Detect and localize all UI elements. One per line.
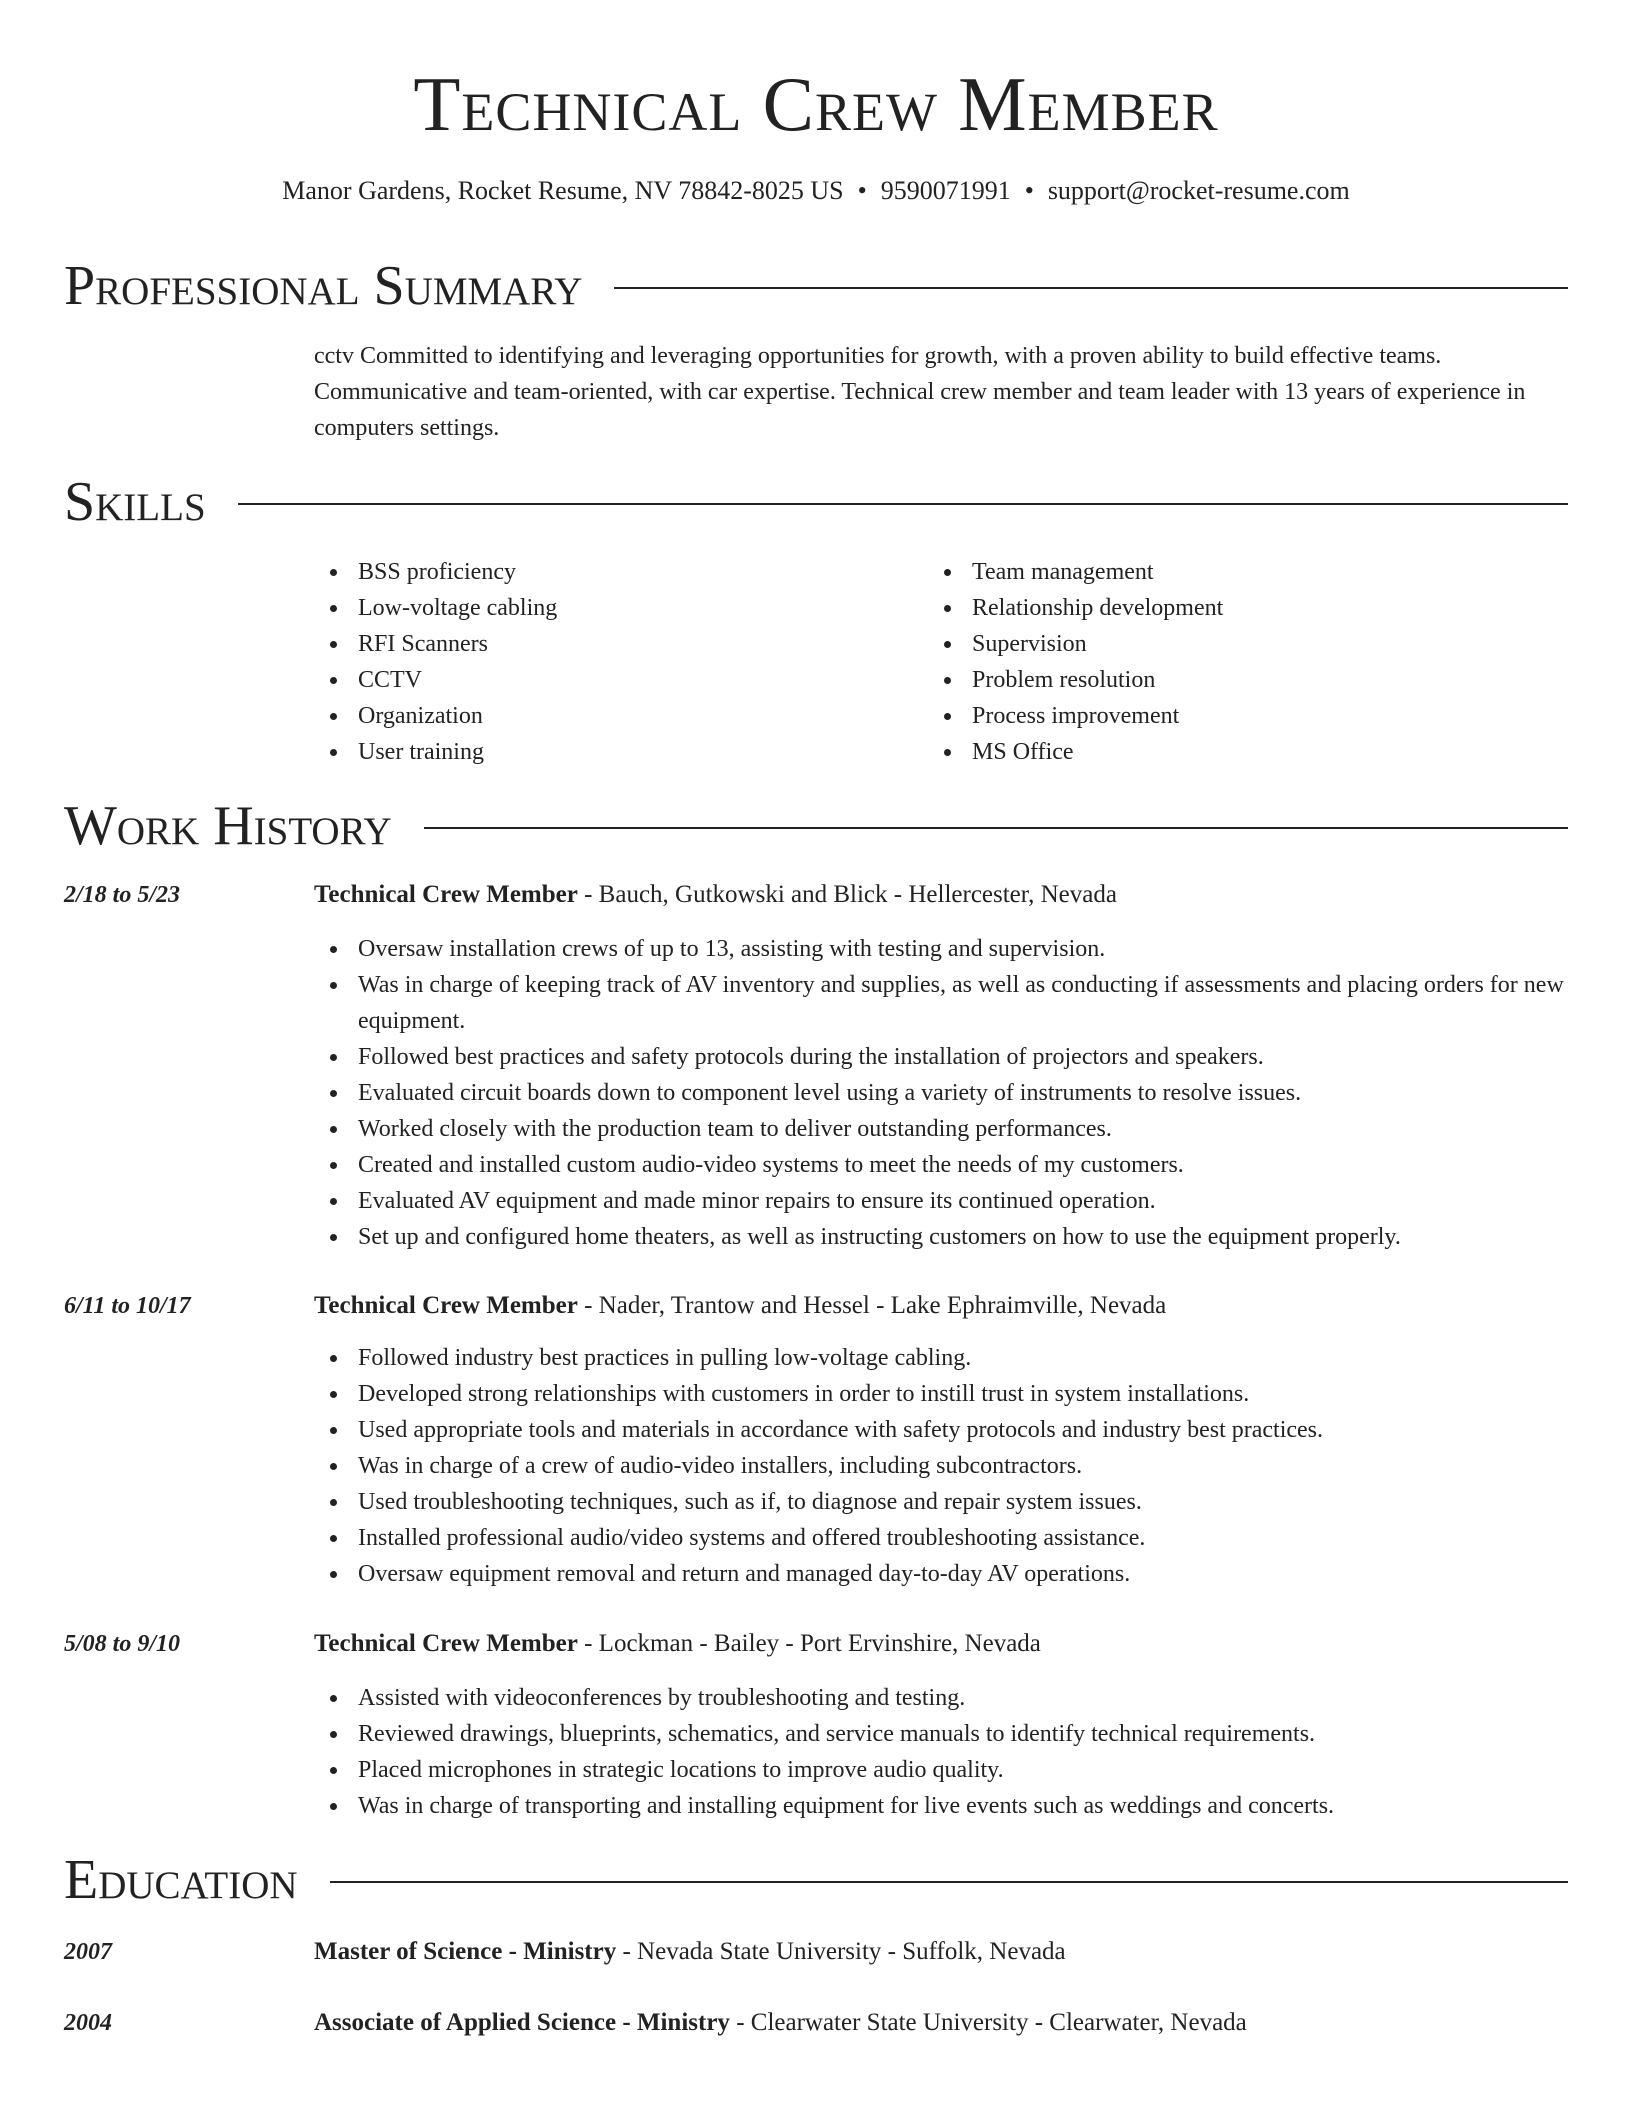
section-title-education: Education <box>64 1849 298 1911</box>
job-bullet: Evaluated AV equipment and made minor repairs to ensure its continued operation. <box>314 1183 1568 1219</box>
skill-item: Low-voltage cabling <box>314 590 914 626</box>
section-divider <box>424 827 1568 829</box>
job-bullets <box>314 931 1568 1255</box>
job-employer: - Lockman - Bailey - Port Ervinshire, Nevada <box>577 1630 1041 1657</box>
job-heading <box>314 877 1568 913</box>
job-dates: 2/18 to 5/23 <box>64 882 181 908</box>
job-bullet: Oversaw equipment removal and return and managed day-to-day AV operations. <box>314 1556 1568 1592</box>
summary-section-header <box>64 254 1568 318</box>
education-year: 2004 <box>64 2010 112 2036</box>
section-divider <box>238 503 1568 505</box>
job-bullet: Developed strong relationships with customers in order to instill trust in system installations. <box>314 1376 1568 1412</box>
education-year: 2007 <box>64 1939 112 1965</box>
job-bullet: Created and installed custom audio-video systems to meet the needs of my customers. <box>314 1147 1568 1183</box>
contact-separator: • <box>1024 176 1034 205</box>
job-bullet: Assisted with videoconferences by troubleshooting and testing. <box>314 1680 1568 1716</box>
job-title: Technical Crew Member <box>314 1292 578 1319</box>
skill-item: Team management <box>928 554 1568 590</box>
job-dates: 5/08 to 9/10 <box>64 1631 181 1657</box>
education-entry <box>314 2005 1568 2041</box>
job-bullet: Evaluated circuit boards down to component level using a variety of instruments to resolve issues. <box>314 1075 1568 1111</box>
job-bullet: Followed best practices and safety protocols during the installation of projectors and speakers. <box>314 1039 1568 1075</box>
contact-line <box>0 174 1632 208</box>
section-title-summary: Professional Summary <box>64 255 583 317</box>
skill-item: Supervision <box>928 626 1568 662</box>
summary-text: cctv Committed to identifying and leveraging opportunities for growth, with a proven ability to build effective teams. Communicative and team-oriented, with car expertise. Technical crew member and team leader with 13 years of experience in computers settings. <box>314 343 1526 441</box>
degree: Associate of Applied Science - Ministry <box>314 2009 730 2036</box>
job-bullet: Was in charge of a crew of audio-video installers, including subcontractors. <box>314 1448 1568 1484</box>
job-bullet: Used appropriate tools and materials in accordance with safety protocols and industry best practices. <box>314 1412 1568 1448</box>
school: - Clearwater State University - Clearwater, Nevada <box>729 2009 1247 2036</box>
job-bullet: Reviewed drawings, blueprints, schematics, and service manuals to identify technical requirements. <box>314 1716 1568 1752</box>
job-bullet: Set up and configured home theaters, as well as instructing customers on how to use the equipment properly. <box>314 1219 1568 1255</box>
job-heading <box>314 1288 1568 1324</box>
section-title-work: Work History <box>64 795 392 857</box>
school: - Nevada State University - Suffolk, Nevada <box>616 1938 1066 1965</box>
skill-item: Problem resolution <box>928 662 1568 698</box>
skill-item: Organization <box>314 698 914 734</box>
job-bullet: Was in charge of keeping track of AV inventory and supplies, as well as conducting if assessments and placing orders for new equipment. <box>314 967 1568 1039</box>
job-bullets <box>314 1340 1568 1592</box>
contact-separator: • <box>857 176 867 205</box>
job-heading <box>314 1626 1568 1662</box>
skill-item: User training <box>314 734 914 770</box>
section-divider <box>614 287 1568 289</box>
job-bullet: Worked closely with the production team to deliver outstanding performances. <box>314 1111 1568 1147</box>
address: Manor Gardens, Rocket Resume, NV 78842-8025 US <box>282 176 844 205</box>
job-title: Technical Crew Member <box>314 881 578 908</box>
skill-item: BSS proficiency <box>314 554 914 590</box>
skill-item: MS Office <box>928 734 1568 770</box>
skill-item: Process improvement <box>928 698 1568 734</box>
skill-item: CCTV <box>314 662 914 698</box>
job-bullet: Installed professional audio/video systems and offered troubleshooting assistance. <box>314 1520 1568 1556</box>
job-employer: - Bauch, Gutkowski and Blick - Hellercester, Nevada <box>577 881 1117 908</box>
skill-item: Relationship development <box>928 590 1568 626</box>
skills-list-right <box>928 554 1568 770</box>
job-bullet: Followed industry best practices in pulling low-voltage cabling. <box>314 1340 1568 1376</box>
job-title: Technical Crew Member <box>314 1630 578 1657</box>
candidate-name: Technical Crew Member <box>413 61 1219 147</box>
education-entry <box>314 1934 1568 1970</box>
job-bullet: Placed microphones in strategic locations to improve audio quality. <box>314 1752 1568 1788</box>
email: support@rocket-resume.com <box>1047 176 1350 205</box>
section-title-skills: Skills <box>64 471 206 533</box>
skills-section-header <box>64 470 1568 534</box>
work-section-header <box>64 794 1568 858</box>
job-employer: - Nader, Trantow and Hessel - Lake Ephraimville, Nevada <box>577 1292 1167 1319</box>
education-section-header <box>64 1848 1568 1912</box>
skills-list-left <box>314 554 914 770</box>
degree: Master of Science - Ministry <box>314 1938 617 1965</box>
job-bullet: Oversaw installation crews of up to 13, assisting with testing and supervision. <box>314 931 1568 967</box>
job-bullet: Used troubleshooting techniques, such as if, to diagnose and repair system issues. <box>314 1484 1568 1520</box>
section-divider <box>330 1881 1568 1883</box>
skill-item: RFI Scanners <box>314 626 914 662</box>
job-bullets <box>314 1680 1568 1824</box>
phone: 9590071991 <box>880 176 1011 205</box>
job-dates: 6/11 to 10/17 <box>64 1293 191 1319</box>
job-bullet: Was in charge of transporting and installing equipment for live events such as weddings and concerts. <box>314 1788 1568 1824</box>
